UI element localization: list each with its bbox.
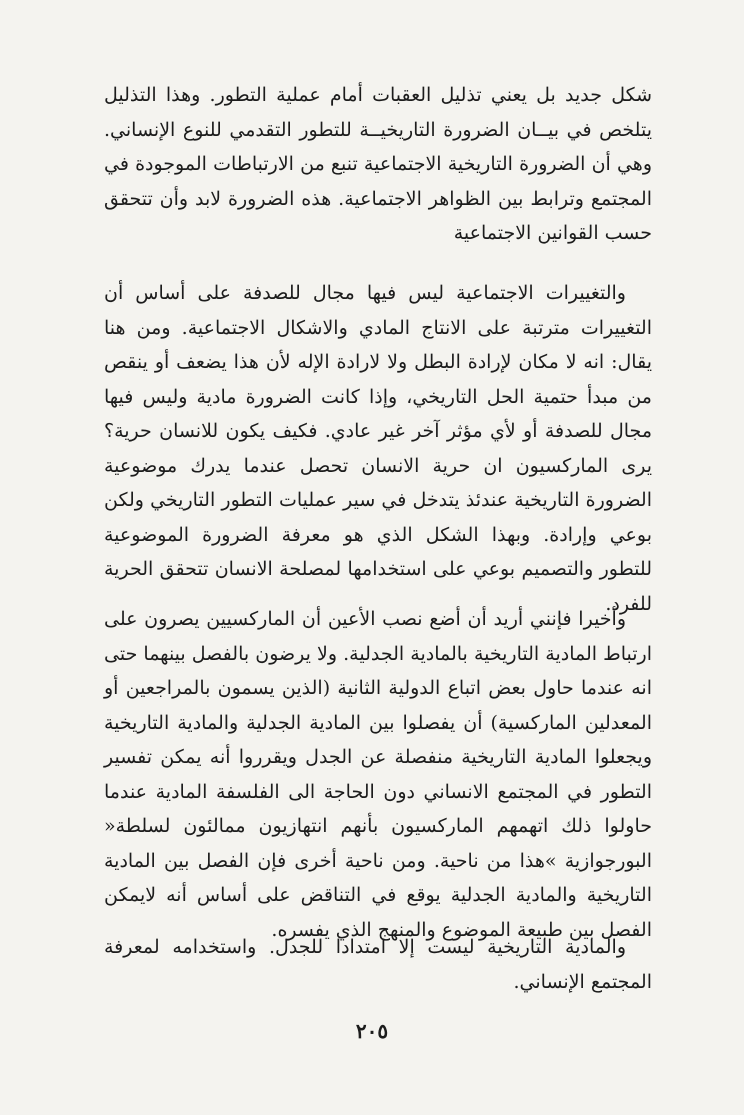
page-number: ٢٠٥ <box>355 1019 389 1043</box>
paragraph-1 <box>104 78 652 251</box>
paragraph-text: وأخيرا فإنني أريد أن أضع نصب الأعين أن الماركسيين يصرون على ارتباط المادية التاريخية بالمادية الجدلية. ولا يرضون بالفصل بينهما حتى انه عندما حاول بعض اتباع الدولية الثانية (الذين يسمون بالمراجعين أو المعدلين الماركسية) أن يفصلوا بين المادية الجدلية والمادية التاريخية ويجعلوا المادية التاريخية منفصلة عن الجدل ويقرروا أنه يمكن تفسير التطور في المجتمع الانساني دون الحاجة الى الفلسفة المادية عندما حاولوا ذلك اتهمهم الماركسيون بأنهم انتهازيون ممالئون لسلطة« البورجوازية »هذا من ناحية. ومن ناحية أخرى فإن الفصل بين المادية التاريخية والمادية الجدلية يوقع في التناقض على أساس أنه لايمكن الفصل بين طبيعة الموضوع والمنهج الذي يفسره. <box>104 608 652 941</box>
paragraph-text: والمادية التاريخية ليست إلا امتدادا للجدل. واستخدامه لمعرفة المجتمع الإنساني. <box>104 936 652 993</box>
paragraph-2 <box>104 276 652 621</box>
paragraph-3 <box>104 602 652 947</box>
paragraph-text: والتغييرات الاجتماعية ليس فيها مجال للصدفة على أساس أن التغييرات مترتبة على الانتاج المادي والاشكال الاجتماعية. ومن هنا يقال: انه لا مكان لإرادة البطل ولا لارادة الإله لأن هذا يضعف أو ينقص من مبدأ حتمية الحل التاريخي، وإذا كانت الضرورة مادية وليس فيها مجال للصدفة أو لأي مؤثر آخر غير عادي. فكيف يكون للانسان حرية؟ يرى الماركسيون ان حرية الانسان تحصل عندما يدرك موضوعية الضرورة التاريخية عندئذ يتدخل في سير عمليات التطور التاريخي ولكن بوعي وإرادة. وبهذا الشكل الذي هو معرفة الضرورة الموضوعية للتطور والتصميم بوعي على استخدامها لمصلحة الانسان تتحقق الحرية للفرد. <box>104 282 652 615</box>
paragraph-4 <box>104 930 652 999</box>
paragraph-text: شكل جديد بل يعني تذليل العقبات أمام عملية التطور. وهذا التذليل يتلخص في بيــان الضرورة التاريخيــة للتطور التقدمي للنوع الإنساني. وهي أن الضرورة التاريخية الاجتماعية تنبع من الارتباطات الموجودة في المجتمع وترابط بين الظواهر الاجتماعية. هذه الضرورة لابد وأن تتحقق حسب القوانين الاجتماعية <box>104 84 652 244</box>
